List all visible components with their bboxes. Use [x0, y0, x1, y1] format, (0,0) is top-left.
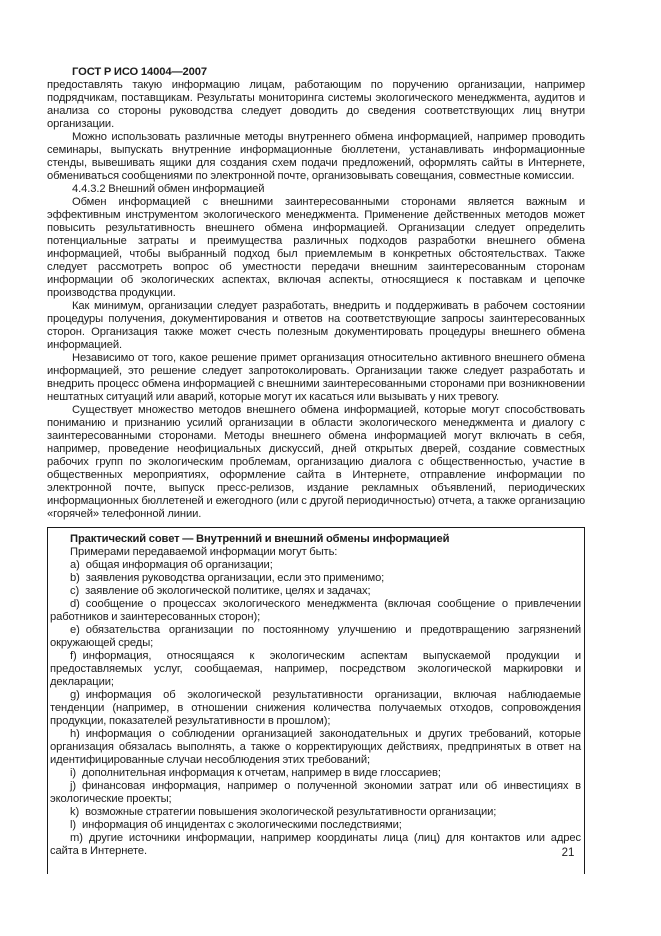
advice-item-text: информация, относящаяся к экологическим аспектам выпускаемой продукции и предоставляемых услуг, сообщаемая, например, посредством экологической маркировки и декларации; — [50, 650, 581, 688]
advice-item — [50, 585, 581, 598]
advice-box-title: Практический совет — Внутренний и внешний обмены информацией — [70, 533, 450, 545]
advice-item — [50, 832, 581, 858]
advice-item-text: возможные стратегии повышения экологической результативности организации; — [85, 806, 497, 818]
paragraph: Как минимум, организации следует разработать, внедрить и поддерживать в рабочем состоянии процедуры получения, документирования и ответов на соответствующие запросы заинтересованных сторон. Организация также может счесть полезным документировать процедуры внешнего обмена информацией. — [47, 300, 585, 351]
advice-item-text: другие источники информации, например координаты лица (лиц) для контактов или адрес сайта в Интернете. — [50, 832, 581, 857]
practical-advice-box — [47, 527, 585, 874]
advice-item-marker: f) — [70, 650, 77, 662]
paragraph: Существует множество методов внешнего обмена информацией, которые могут способствовать пониманию и признанию усилий организации в области экологического менеджмента и диалогу с заинтересованными сторонами. Методы внешнего обмена информацией могут включать в себя, например, проведение неофициальных дискуссий, дней открытых дверей, создание совместных рабочих групп по экологическим проблемам, организацию диалога с общественностью, участие в общественных мероприятиях, оформление сайта в Интернете, отправление информации по электронной почте, выпуск пресс-релизов, издание рекламных объявлений, периодических информационных бюллетеней и ежегодного (или с другой периодичностью) отчета, а также организацию «горячей» телефонной линии. — [47, 404, 585, 520]
advice-item-marker: i) — [70, 767, 77, 779]
paragraph: предоставлять такую информацию лицам, работающим по поручению организации, например подрядчикам, поставщикам. Результаты мониторинга системы экологического менеджмента, аудитов и анализа со стороны руководства следует доводить до сведения соответствующих лиц внутри организации. — [47, 79, 585, 130]
advice-item-text: обязательства организации по постоянному улучшению и предотвращению загрязнений окружающей среды; — [50, 624, 581, 649]
advice-item-marker: m) — [70, 832, 83, 844]
advice-box-intro: Примерами передаваемой информации могут быть: — [70, 546, 338, 558]
advice-item-marker: a) — [70, 559, 80, 571]
advice-item-text: информация о соблюдении организацией законодательных и других требований, которые организация обязалась выполнять, а также о корректирующих действиях, предпринятых в ответ на идентифицированные случаи несоблюдения этих требований; — [50, 728, 581, 766]
advice-item — [50, 650, 581, 689]
advice-item — [50, 728, 581, 767]
advice-item-text: заявление об экологической политике, целях и задачах; — [85, 585, 371, 597]
advice-item-marker: l) — [70, 819, 77, 831]
page-number: 21 — [561, 847, 575, 859]
running-header — [47, 66, 585, 79]
advice-item-marker: j) — [70, 780, 77, 792]
section-heading: 4.4.3.2 Внешний обмен информацией — [72, 183, 265, 195]
advice-item-text: дополнительная информация к отчетам, например в виде глоссариев; — [82, 767, 441, 779]
advice-item-marker: g) — [70, 689, 80, 701]
advice-item-marker: k) — [70, 806, 80, 818]
advice-item — [50, 572, 581, 585]
advice-item — [50, 780, 581, 806]
advice-item — [50, 624, 581, 650]
advice-item — [50, 598, 581, 624]
advice-item-marker: b) — [70, 572, 80, 584]
advice-item-marker: d) — [70, 598, 80, 610]
paragraph: Обмен информацией с внешними заинтересованными сторонами является важным и эффективным инструментом экологического менеджмента. Применение действенных методов может повысить результативность внешнего обмена информацией. Организации следует определить потенциальные затраты и преимущества различных подходов разработки внешнего обмена информацией, чтобы выбранный подход был приемлемым в конкретных обстоятельствах. Также следует рассмотреть вопрос об уместности передачи внешним заинтересованным сторонам информации об экологических аспектах, включая аспекты, относящиеся к поставкам и цепочке производства продукции. — [47, 196, 585, 299]
doc-code: ГОСТ Р ИСО 14004—2007 — [72, 66, 208, 78]
advice-item-text: общая информация об организации; — [85, 559, 273, 571]
advice-item-text: сообщение о процессах экологического менеджмента (включая сообщение о привлечении работников и заинтересованных сторон); — [50, 598, 581, 623]
advice-item — [50, 806, 581, 819]
advice-item — [50, 819, 581, 832]
advice-item-text: заявления руководства организации, если это применимо; — [85, 572, 385, 584]
paragraph: Независимо от того, какое решение примет организация относительно активного внешнего обмена информацией, это решение следует запротоколировать. Организации также следует разработать и внедрить процесс обмена информацией с внешними заинтересованными сторонами при возникновении нештатных ситуаций или аварий, которые могут их касаться или вызывать у них тревогу. — [47, 352, 585, 403]
advice-item-text: информация об инцидентах с экологическими последствиями; — [82, 819, 402, 831]
advice-item — [50, 689, 581, 728]
advice-item-marker: e) — [70, 624, 80, 636]
advice-item-marker: h) — [70, 728, 80, 740]
page-body — [47, 66, 585, 874]
advice-item-marker: c) — [70, 585, 80, 597]
advice-item-text: финансовая информация, например о полученной экономии затрат или об инвестициях в экологические проекты; — [50, 780, 581, 805]
paragraph: Можно использовать различные методы внутреннего обмена информацией, например проводить семинары, выпускать внутренние информационные бюллетени, устанавливать информационные стенды, вывешивать ящики для создания схем подачи предложений, оформлять сайты в Интернете, обмениваться сообщениями по электронной почте, организовывать совещания, совместные комиссии. — [47, 131, 585, 182]
advice-item — [50, 767, 581, 780]
advice-item — [50, 559, 581, 572]
advice-item-text: информация об экологической результативности организации, включая наблюдаемые тенденции (например, в отношении снижения количества получаемых отходов, сопровождения продукции, показателей результативности в прошлом); — [50, 689, 581, 727]
